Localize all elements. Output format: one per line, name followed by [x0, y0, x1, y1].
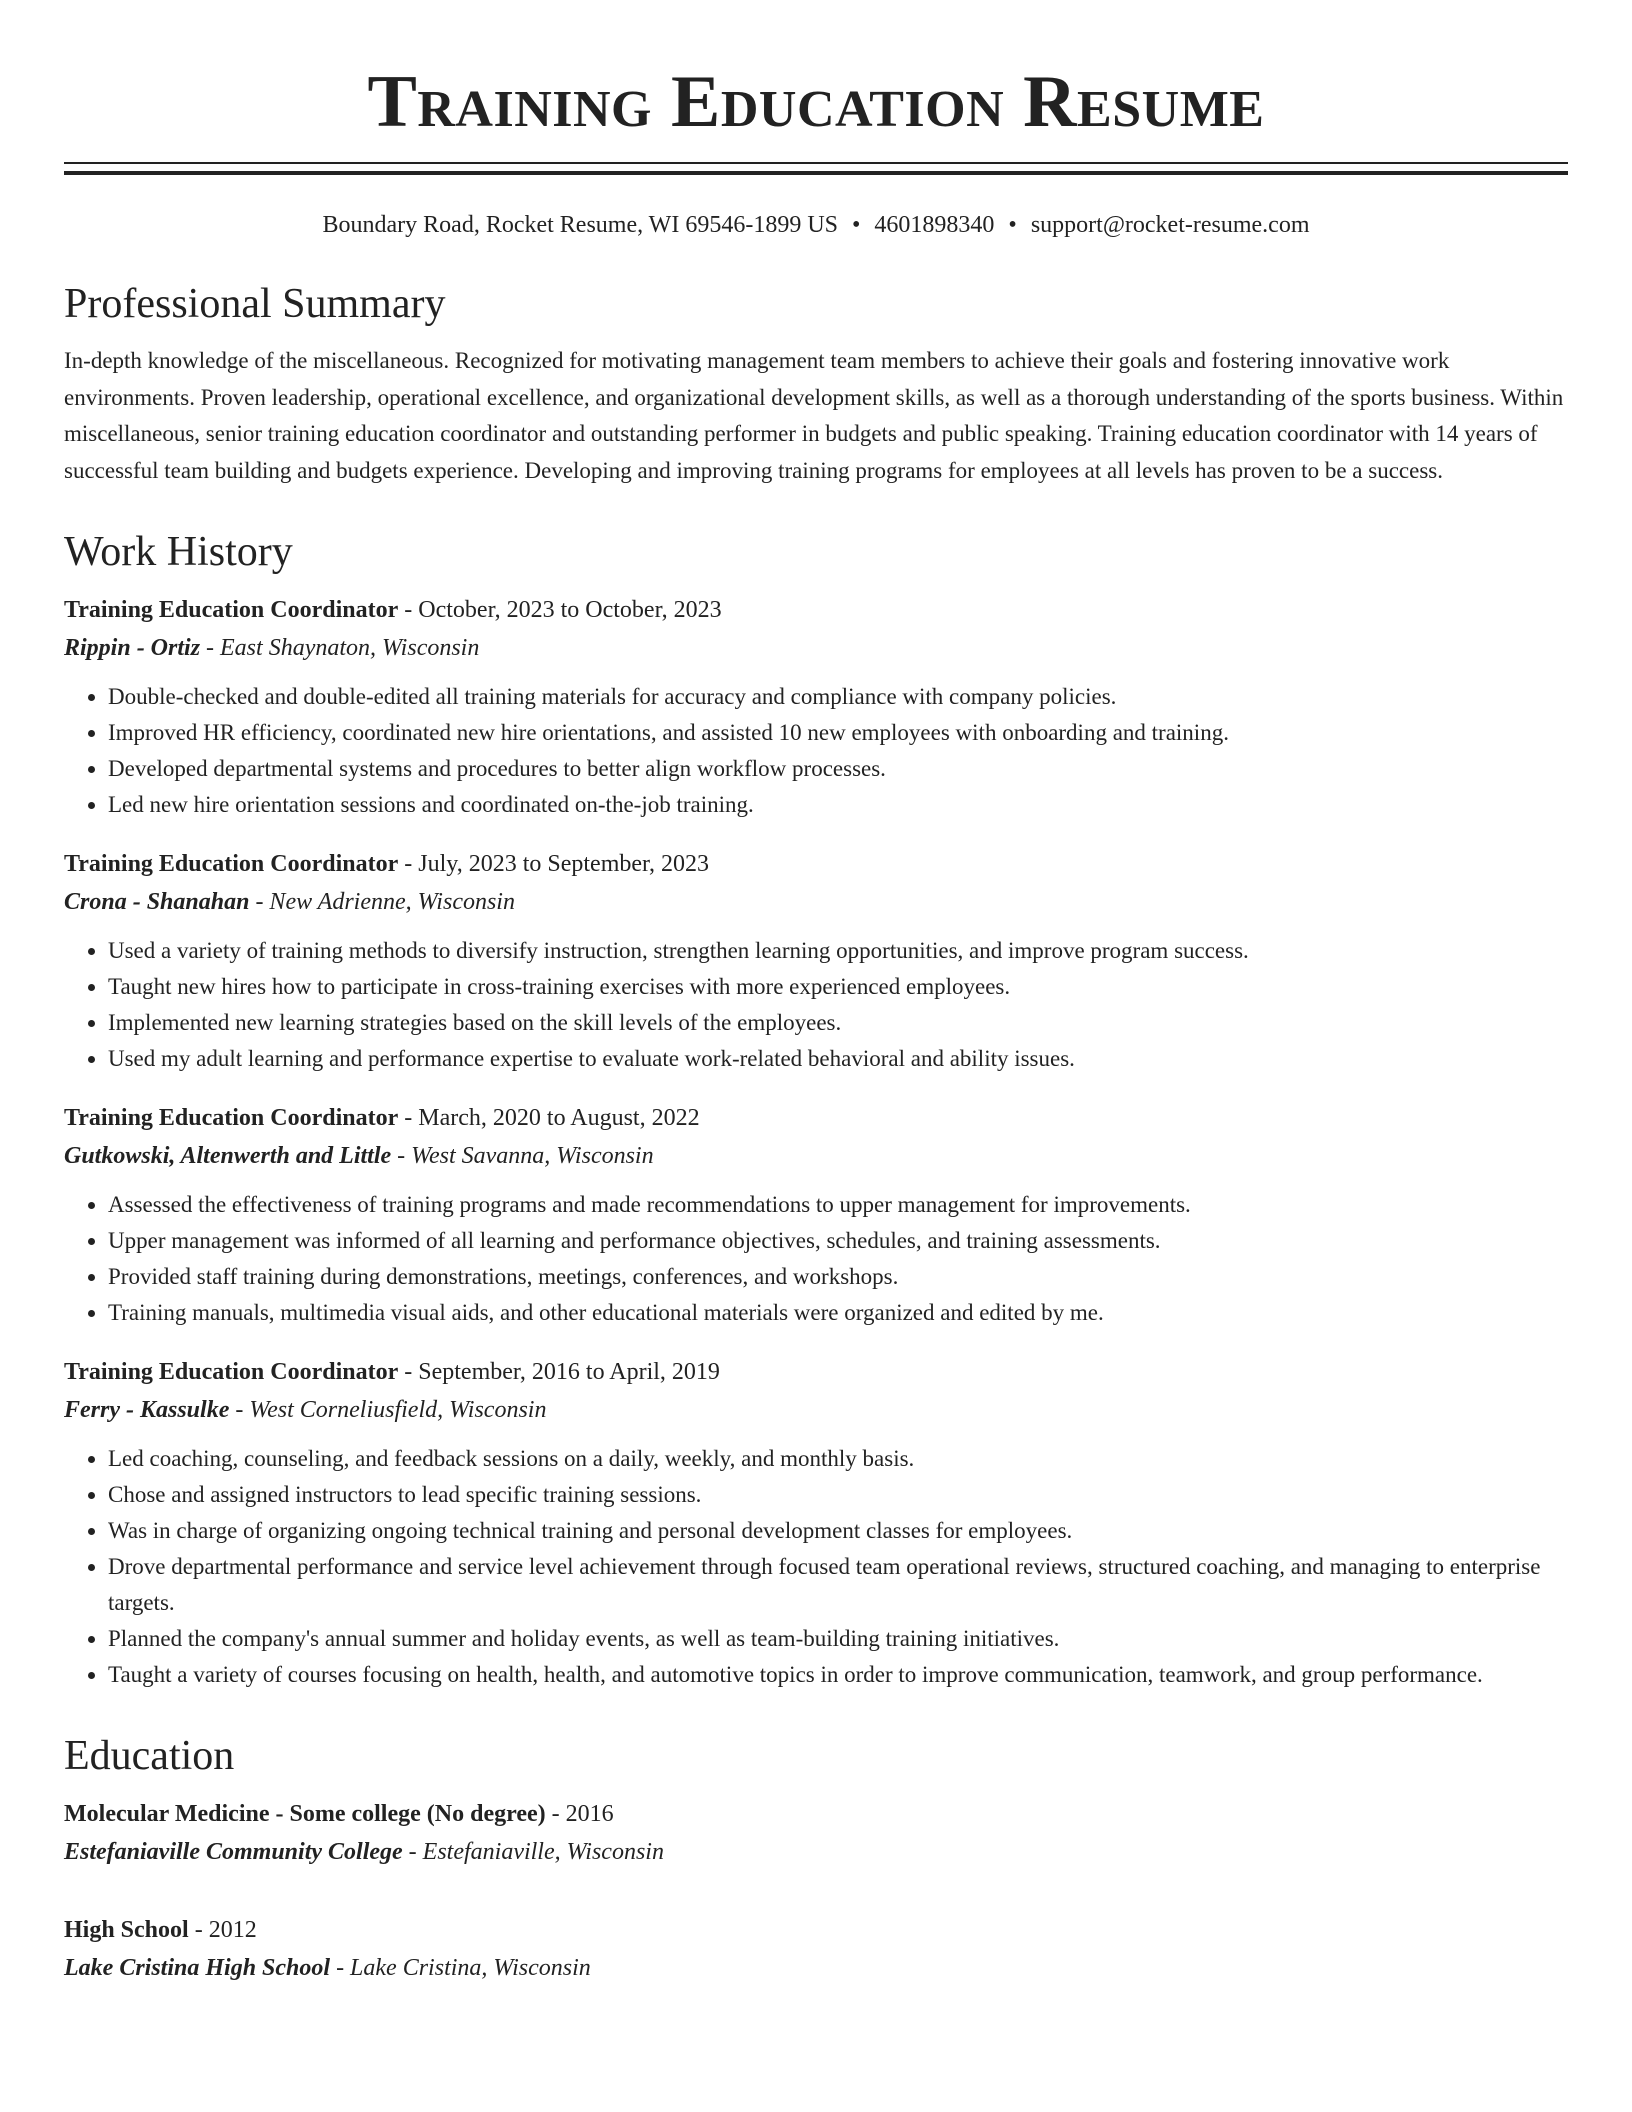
job-employer	[64, 1391, 1568, 1429]
education-entry	[64, 1795, 1568, 1871]
education-header	[64, 1795, 1568, 1833]
education-institution	[64, 1949, 1568, 1987]
education-year: - 2016	[545, 1801, 614, 1827]
job-duties	[64, 1187, 1568, 1331]
education-degree: High School	[64, 1917, 189, 1943]
contact-separator: •	[852, 212, 861, 238]
education-header	[64, 1911, 1568, 1949]
job-entry	[64, 1353, 1568, 1693]
education-degree: Molecular Medicine - Some college (No degree)	[64, 1801, 546, 1827]
job-duty: • Led coaching, counseling, and feedback sessions on a daily, weekly, and monthly basis.	[108, 1441, 1568, 1477]
job-employer	[64, 629, 1568, 667]
job-duty: • Implemented new learning strategies based on the skill levels of the employees.	[108, 1005, 1568, 1041]
education-school: Estefaniaville Community College	[64, 1839, 403, 1865]
job-title: Training Education Coordinator	[64, 597, 399, 623]
education-heading: Education	[64, 1733, 235, 1779]
job-duty: • Assessed the effectiveness of training programs and made recommendations to upper management for improvements.	[108, 1187, 1568, 1223]
job-header	[64, 591, 1568, 629]
job-dates: - March, 2020 to August, 2022	[398, 1105, 700, 1131]
job-title: Training Education Coordinator	[64, 1359, 399, 1385]
education-year: - 2012	[188, 1917, 257, 1943]
job-duty: • Drove departmental performance and service level achievement through focused team operational reviews, structured coaching, and managing to enterprise targets.	[108, 1549, 1568, 1621]
contact-email: support@rocket-resume.com	[1030, 212, 1310, 238]
job-title: Training Education Coordinator	[64, 1105, 399, 1131]
job-duties	[64, 933, 1568, 1077]
job-duty: • Was in charge of organizing ongoing technical training and personal development classes for employees.	[108, 1513, 1568, 1549]
job-title: Training Education Coordinator	[64, 851, 399, 877]
job-duty: • Provided staff training during demonstrations, meetings, conferences, and workshops.	[108, 1259, 1568, 1295]
summary-text: In-depth knowledge of the miscellaneous. Recognized for motivating management team members to achieve their goals and fostering innovative work environments. Proven leadership, operational excellence, and organizational development skills, as well as a thorough understanding of the sports business. Within miscellaneous, senior training education coordinator and outstanding performer in budgets and public speaking. Training education coordinator with 14 years of successful team building and budgets experience. Developing and improving training programs for employees at all levels has proven to be a success.	[64, 348, 1564, 483]
job-company: Crona - Shanahan	[64, 889, 250, 915]
job-duties	[64, 1441, 1568, 1693]
contact-separator: •	[1008, 212, 1017, 238]
job-dates: - July, 2023 to September, 2023	[398, 851, 710, 877]
job-duty: • Training manuals, multimedia visual aids, and other educational materials were organized and edited by me.	[108, 1295, 1568, 1331]
job-location: - East Shaynaton, Wisconsin	[200, 635, 480, 661]
job-dates: - October, 2023 to October, 2023	[398, 597, 722, 623]
job-entry	[64, 591, 1568, 823]
job-duty: • Led new hire orientation sessions and coordinated on-the-job training.	[108, 787, 1568, 823]
job-employer	[64, 883, 1568, 921]
job-duty: • Planned the company's annual summer and holiday events, as well as team-building training initiatives.	[108, 1621, 1568, 1657]
job-location: - West Savanna, Wisconsin	[391, 1143, 654, 1169]
job-company: Ferry - Kassulke	[64, 1397, 230, 1423]
contact-line	[64, 209, 1568, 241]
job-company: Rippin - Ortiz	[64, 635, 201, 661]
job-duty: • Chose and assigned instructors to lead specific training sessions.	[108, 1477, 1568, 1513]
education-school: Lake Cristina High School	[64, 1955, 331, 1981]
job-header	[64, 1353, 1568, 1391]
job-entry	[64, 1099, 1568, 1331]
job-duty: • Used a variety of training methods to diversify instruction, strengthen learning opportunities, and improve program success.	[108, 933, 1568, 969]
education-location: - Lake Cristina, Wisconsin	[330, 1955, 591, 1981]
job-duty: • Used my adult learning and performance expertise to evaluate work-related behavioral and ability issues.	[108, 1041, 1568, 1077]
contact-phone: 4601898340	[874, 212, 995, 238]
resume-title: Training Education Resume	[367, 61, 1265, 143]
job-header	[64, 845, 1568, 883]
job-company: Gutkowski, Altenwerth and Little	[64, 1143, 392, 1169]
job-entry	[64, 845, 1568, 1077]
summary-heading: Professional Summary	[64, 281, 446, 327]
job-duty: • Upper management was informed of all learning and performance objectives, schedules, and training assessments.	[108, 1223, 1568, 1259]
job-location: - West Corneliusfield, Wisconsin	[229, 1397, 547, 1423]
job-employer	[64, 1137, 1568, 1175]
job-dates: - September, 2016 to April, 2019	[398, 1359, 720, 1385]
education-entry	[64, 1911, 1568, 1987]
title-divider	[64, 162, 1568, 175]
work-history-heading: Work History	[64, 529, 293, 575]
job-duty: • Improved HR efficiency, coordinated new hire orientations, and assisted 10 new employees with onboarding and training.	[108, 715, 1568, 751]
job-duty: • Double-checked and double-edited all training materials for accuracy and compliance with company policies.	[108, 679, 1568, 715]
job-location: - New Adrienne, Wisconsin	[249, 889, 515, 915]
education-institution	[64, 1833, 1568, 1871]
contact-address: Boundary Road, Rocket Resume, WI 69546-1899 US	[322, 212, 838, 238]
job-duty: • Taught new hires how to participate in cross-training exercises with more experienced employees.	[108, 969, 1568, 1005]
job-duties	[64, 679, 1568, 823]
job-duty: • Developed departmental systems and procedures to better align workflow processes.	[108, 751, 1568, 787]
job-header	[64, 1099, 1568, 1137]
job-duty: • Taught a variety of courses focusing on health, health, and automotive topics in order to improve communication, teamwork, and group performance.	[108, 1657, 1568, 1693]
education-location: - Estefaniaville, Wisconsin	[402, 1839, 664, 1865]
